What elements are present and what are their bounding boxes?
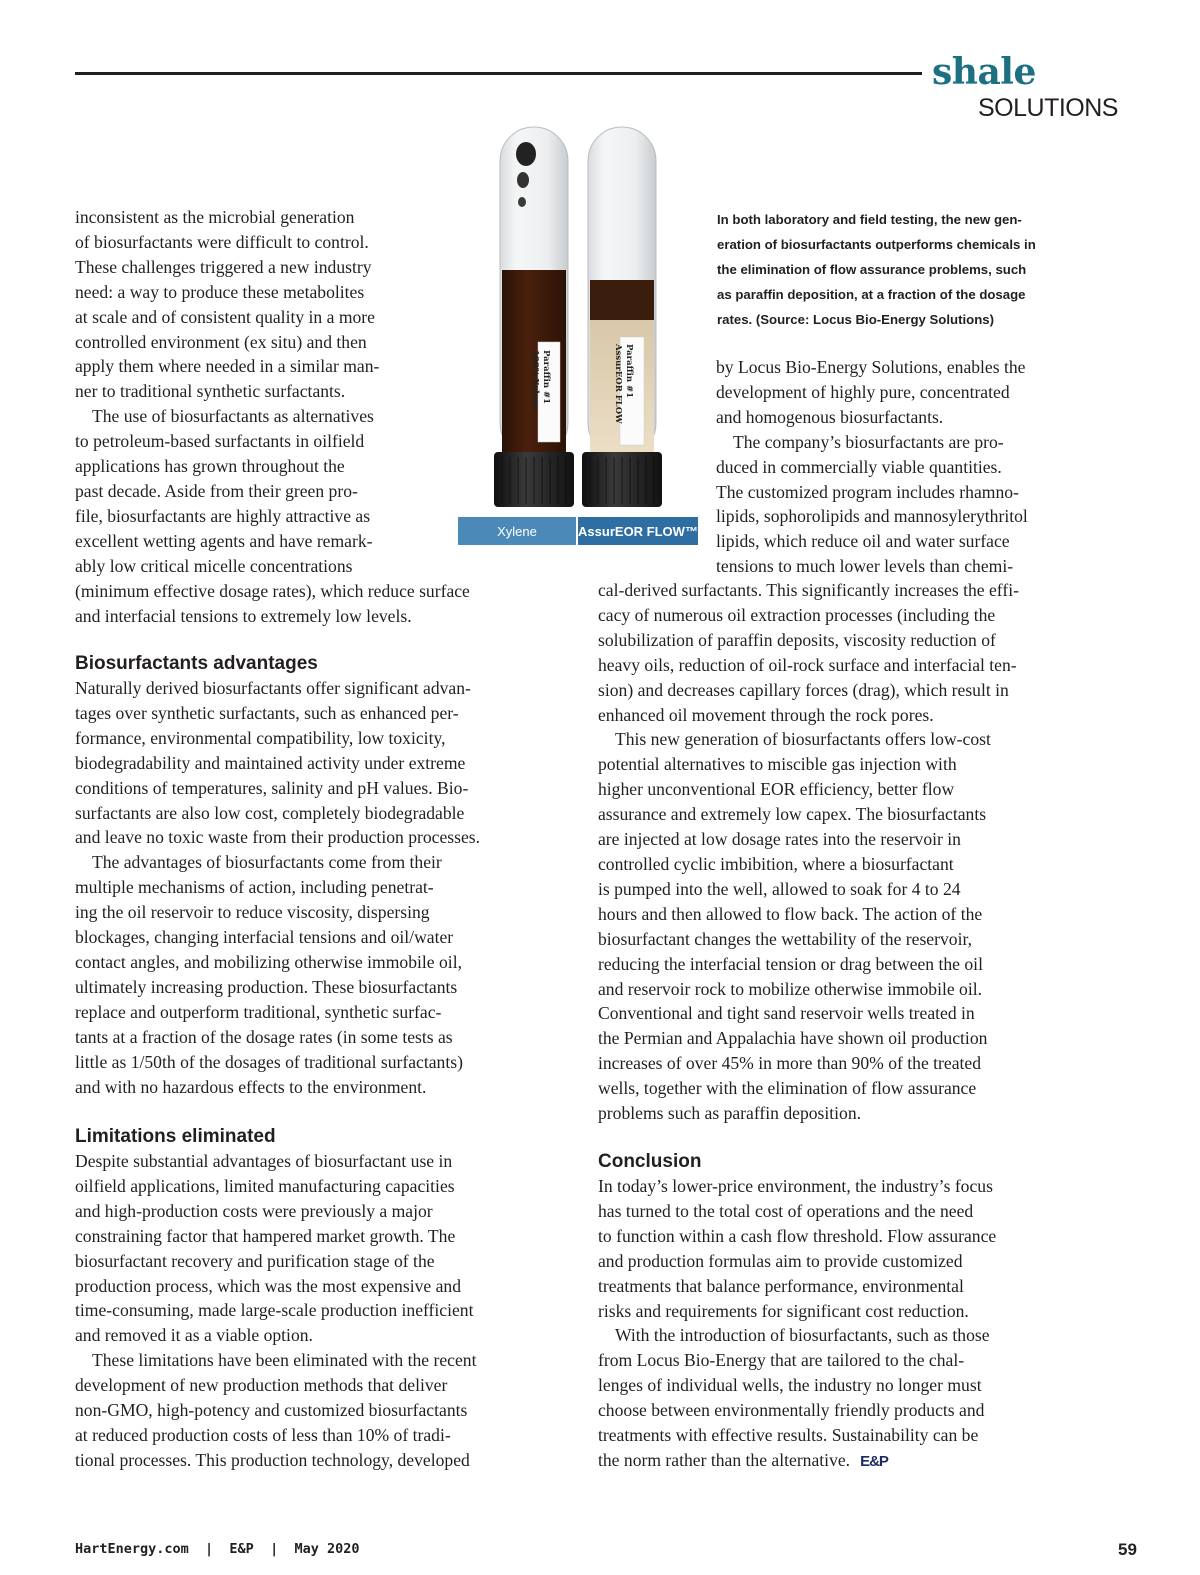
text-line: cacy of numerous oil extraction processes (including the	[598, 604, 996, 625]
text-line: The advantages of biosurfactants come from their	[92, 852, 442, 873]
text-line: at scale and of consistent quality in a more	[75, 306, 375, 327]
text-line: lipids, sophorolipids and mannosylerythritol	[716, 506, 1028, 527]
text-line: file, biosurfactants are highly attractive as	[75, 505, 371, 526]
text-line: (minimum effective dosage rates), which reduce surface	[75, 580, 470, 601]
text-line: and production formulas aim to provide customized	[598, 1250, 963, 1271]
text-line: and high-production costs were previously a major	[75, 1200, 433, 1221]
text-line: With the introduction of biosurfactants, such as those	[615, 1325, 990, 1346]
text-line: biosurfactant recovery and purification stage of the	[75, 1250, 435, 1271]
text-line: multiple mechanisms of action, including penetrat-	[75, 877, 434, 898]
text-line: controlled cyclic imbibition, where a biosurfactant	[598, 853, 954, 874]
text-line: as paraffin deposition, at a fraction of the dosage	[717, 287, 1026, 302]
assureor-label: AssurEOR FLOW™	[578, 524, 698, 539]
text-line: and reservoir rock to mobilize otherwise immobile oil.	[598, 978, 983, 999]
paragraph	[716, 355, 1116, 430]
paragraph	[75, 676, 575, 850]
text-line: blockages, changing interfacial tensions and oil/water	[75, 927, 454, 948]
text-line: tants at a fraction of the dosage rates (in some tests as	[75, 1026, 453, 1047]
text-line: These challenges triggered a new industry	[75, 256, 372, 277]
left-tube-sticker: Paraffin #1100% Xylene	[530, 350, 551, 411]
section-heading: Conclusion	[598, 1151, 702, 1172]
text-line: cal-derived surfactants. This significantly increases the effi-	[598, 580, 1019, 600]
section-heading: Limitations eliminated	[75, 1126, 276, 1147]
text-line: has turned to the total cost of operations and the need	[598, 1200, 974, 1221]
text-line: potential alternatives to miscible gas injection with	[598, 754, 957, 775]
text-line: hours and then allowed to flow back. The action of the	[598, 903, 983, 924]
text-line: ably low critical micelle concentrations	[75, 555, 353, 576]
footer-publication: HartEnergy.com | E&P | May 2020	[75, 1541, 360, 1557]
right-column-main	[598, 578, 1098, 1126]
text-line: lipids, which reduce oil and water surface	[716, 531, 1010, 552]
page-number: 59	[1118, 1540, 1137, 1559]
text-line: biodegradability and maintained activity under extreme	[75, 752, 466, 773]
text-line: assurance and extremely low capex. The biosurfactants	[598, 804, 987, 825]
section-title: shale	[932, 51, 1036, 93]
text-line: heavy oils, reduction of oil-rock surface and interfacial ten-	[598, 654, 1017, 675]
text-line: constraining factor that hampered market growth. The	[75, 1225, 456, 1246]
text-line: ner to traditional synthetic surfactants.	[75, 381, 346, 402]
text-line: This new generation of biosurfactants offers low-cost	[615, 729, 991, 750]
paragraph	[75, 1149, 575, 1348]
text-line: development of new production methods that deliver	[75, 1375, 448, 1396]
text-line: ultimately increasing production. These biosurfactants	[75, 976, 458, 997]
text-line: The company’s biosurfactants are pro-	[733, 431, 1004, 452]
text-line: non-GMO, high-potency and customized biosurfactants	[75, 1400, 468, 1421]
text-line: In both laboratory and field testing, the new gen-	[717, 212, 1022, 227]
text-line: the Permian and Appalachia have shown oil production	[598, 1028, 988, 1049]
text-line: rates. (Source: Locus Bio-Energy Solutions)	[717, 312, 994, 327]
text-line: The customized program includes rhamno-	[716, 481, 1019, 502]
text-line: formance, environmental compatibility, low toxicity,	[75, 727, 446, 748]
text-line: tensions to much lower levels than chemi-	[716, 556, 1014, 577]
text-line: ing the oil reservoir to reduce viscosity, dispersing	[75, 902, 430, 923]
right-column-conclusion	[598, 1150, 1098, 1475]
text-line: risks and requirements for significant cost reduction.	[598, 1300, 969, 1321]
text-line: oilfield applications, limited manufacturing capacities	[75, 1175, 455, 1196]
text-line: and with no hazardous effects to the environment.	[75, 1076, 427, 1097]
text-line: development of highly pure, concentrated	[716, 381, 1010, 402]
text-line: are injected at low dosage rates into the reservoir in	[598, 829, 961, 850]
paragraph	[75, 850, 575, 1099]
text-line: apply them where needed in a similar man-	[75, 356, 380, 377]
text-line: excellent wetting agents and have remark-	[75, 530, 373, 551]
text-line: is pumped into the well, allowed to soak for 4 to 24	[598, 878, 961, 899]
text-line: conditions of temperatures, salinity and pH values. Bio-	[75, 777, 469, 798]
text-line: inconsistent as the microbial generation	[75, 207, 355, 227]
text-line: and removed it as a viable option.	[75, 1325, 313, 1346]
paragraph	[598, 727, 1098, 1126]
paragraph	[598, 1174, 1098, 1323]
text-line: replace and outperform traditional, synthetic surfac-	[75, 1001, 442, 1022]
text-line: by Locus Bio-Energy Solutions, enables the	[716, 357, 1026, 377]
text-line: These limitations have been eliminated with the recent	[92, 1350, 477, 1371]
text-line: Despite substantial advantages of biosurfactant use in	[75, 1151, 453, 1171]
text-line: applications has grown throughout the	[75, 456, 345, 477]
test-tubes-illustration	[458, 122, 698, 545]
test-tubes-photo	[458, 122, 698, 545]
text-line: duced in commercially viable quantities.	[716, 456, 1002, 477]
text-line: production process, which was the most expensive and	[75, 1275, 461, 1296]
text-line: from Locus Bio-Energy that are tailored to the chal-	[598, 1350, 965, 1371]
text-line: little as 1/50th of the dosages of traditional surfactants)	[75, 1051, 463, 1072]
text-line: tages over synthetic surfactants, such as enhanced per-	[75, 702, 459, 723]
text-line: reducing the interfacial tension or drag between the oil	[598, 953, 983, 974]
text-line: higher unconventional EOR efficiency, better flow	[598, 779, 955, 800]
text-line: of biosurfactants were difficult to control.	[75, 231, 369, 252]
paragraph	[716, 430, 1116, 579]
text-line: solubilization of paraffin deposits, viscosity reduction of	[598, 629, 996, 650]
text-line: sion) and decreases capillary forces (drag), which result in	[598, 679, 1009, 700]
left-column-limitations	[75, 1125, 575, 1473]
text-line: wells, together with the elimination of flow assurance	[598, 1078, 977, 1099]
text-line: to petroleum-based surfactants in oilfield	[75, 431, 365, 452]
right-tube	[582, 127, 662, 507]
text-line: eration of biosurfactants outperforms chemicals in	[717, 237, 1036, 252]
text-line: treatments with effective results. Sustainability can be	[598, 1425, 979, 1446]
end-mark-logo: E&P	[860, 1452, 888, 1470]
right-tube-sticker: Paraffin #1AssurEOR FLOW	[613, 344, 634, 424]
text-line: controlled environment (ex situ) and then	[75, 331, 367, 352]
figure-caption	[717, 207, 1097, 332]
text-line: to function within a cash flow threshold. Flow assurance	[598, 1225, 997, 1246]
text-line: surfactants are also low cost, completely biodegradable	[75, 802, 465, 823]
text-line: In today’s lower-price environment, the industry’s focus	[598, 1176, 993, 1196]
text-line: and leave no toxic waste from their production processes.	[75, 827, 481, 848]
text-line: contact angles, and mobilizing otherwise immobile oil,	[75, 951, 462, 972]
paragraph	[75, 1348, 575, 1473]
paragraph	[598, 578, 1098, 727]
text-line: the elimination of flow assurance problems, such	[717, 262, 1027, 277]
text-line: and homogenous biosurfactants.	[716, 406, 944, 427]
text-line: past decade. Aside from their green pro-	[75, 480, 358, 501]
text-line: time-consuming, made large-scale production inefficient	[75, 1300, 474, 1321]
paragraph-final	[598, 1323, 1098, 1474]
left-column-advantages	[75, 652, 575, 1099]
text-line: lenges of individual wells, the industry no longer must	[598, 1375, 982, 1396]
text-line: choose between environmentally friendly products and	[598, 1400, 985, 1421]
section-subtitle: SOLUTIONS	[978, 94, 1118, 122]
text-line: need: a way to produce these metabolites	[75, 281, 365, 302]
section-heading: Biosurfactants advantages	[75, 653, 318, 674]
text-line: increases of over 45% in more than 90% of the treated	[598, 1053, 982, 1074]
text-line: tional processes. This production technology, developed	[75, 1449, 470, 1470]
text-line: and interfacial tensions to extremely low levels.	[75, 605, 412, 626]
text-line: problems such as paraffin deposition.	[598, 1103, 862, 1124]
text-line: at reduced production costs of less than 10% of tradi-	[75, 1424, 451, 1445]
text-line: enhanced oil movement through the rock pores.	[598, 704, 934, 725]
text-line: The use of biosurfactants as alternatives	[92, 406, 374, 427]
text-line: Naturally derived biosurfactants offer significant advan-	[75, 678, 471, 698]
left-tube	[494, 127, 574, 507]
text-line: the norm rather than the alternative. E&P	[598, 1449, 888, 1470]
text-line: Conventional and tight sand reservoir wells treated in	[598, 1003, 975, 1024]
header-rule	[75, 72, 922, 75]
right-column-top	[716, 355, 1116, 579]
xylene-label: Xylene	[497, 524, 537, 539]
text-line: treatments that balance performance, environmental	[598, 1275, 964, 1296]
text-line: biosurfactant changes the wettability of the reservoir,	[598, 928, 973, 949]
